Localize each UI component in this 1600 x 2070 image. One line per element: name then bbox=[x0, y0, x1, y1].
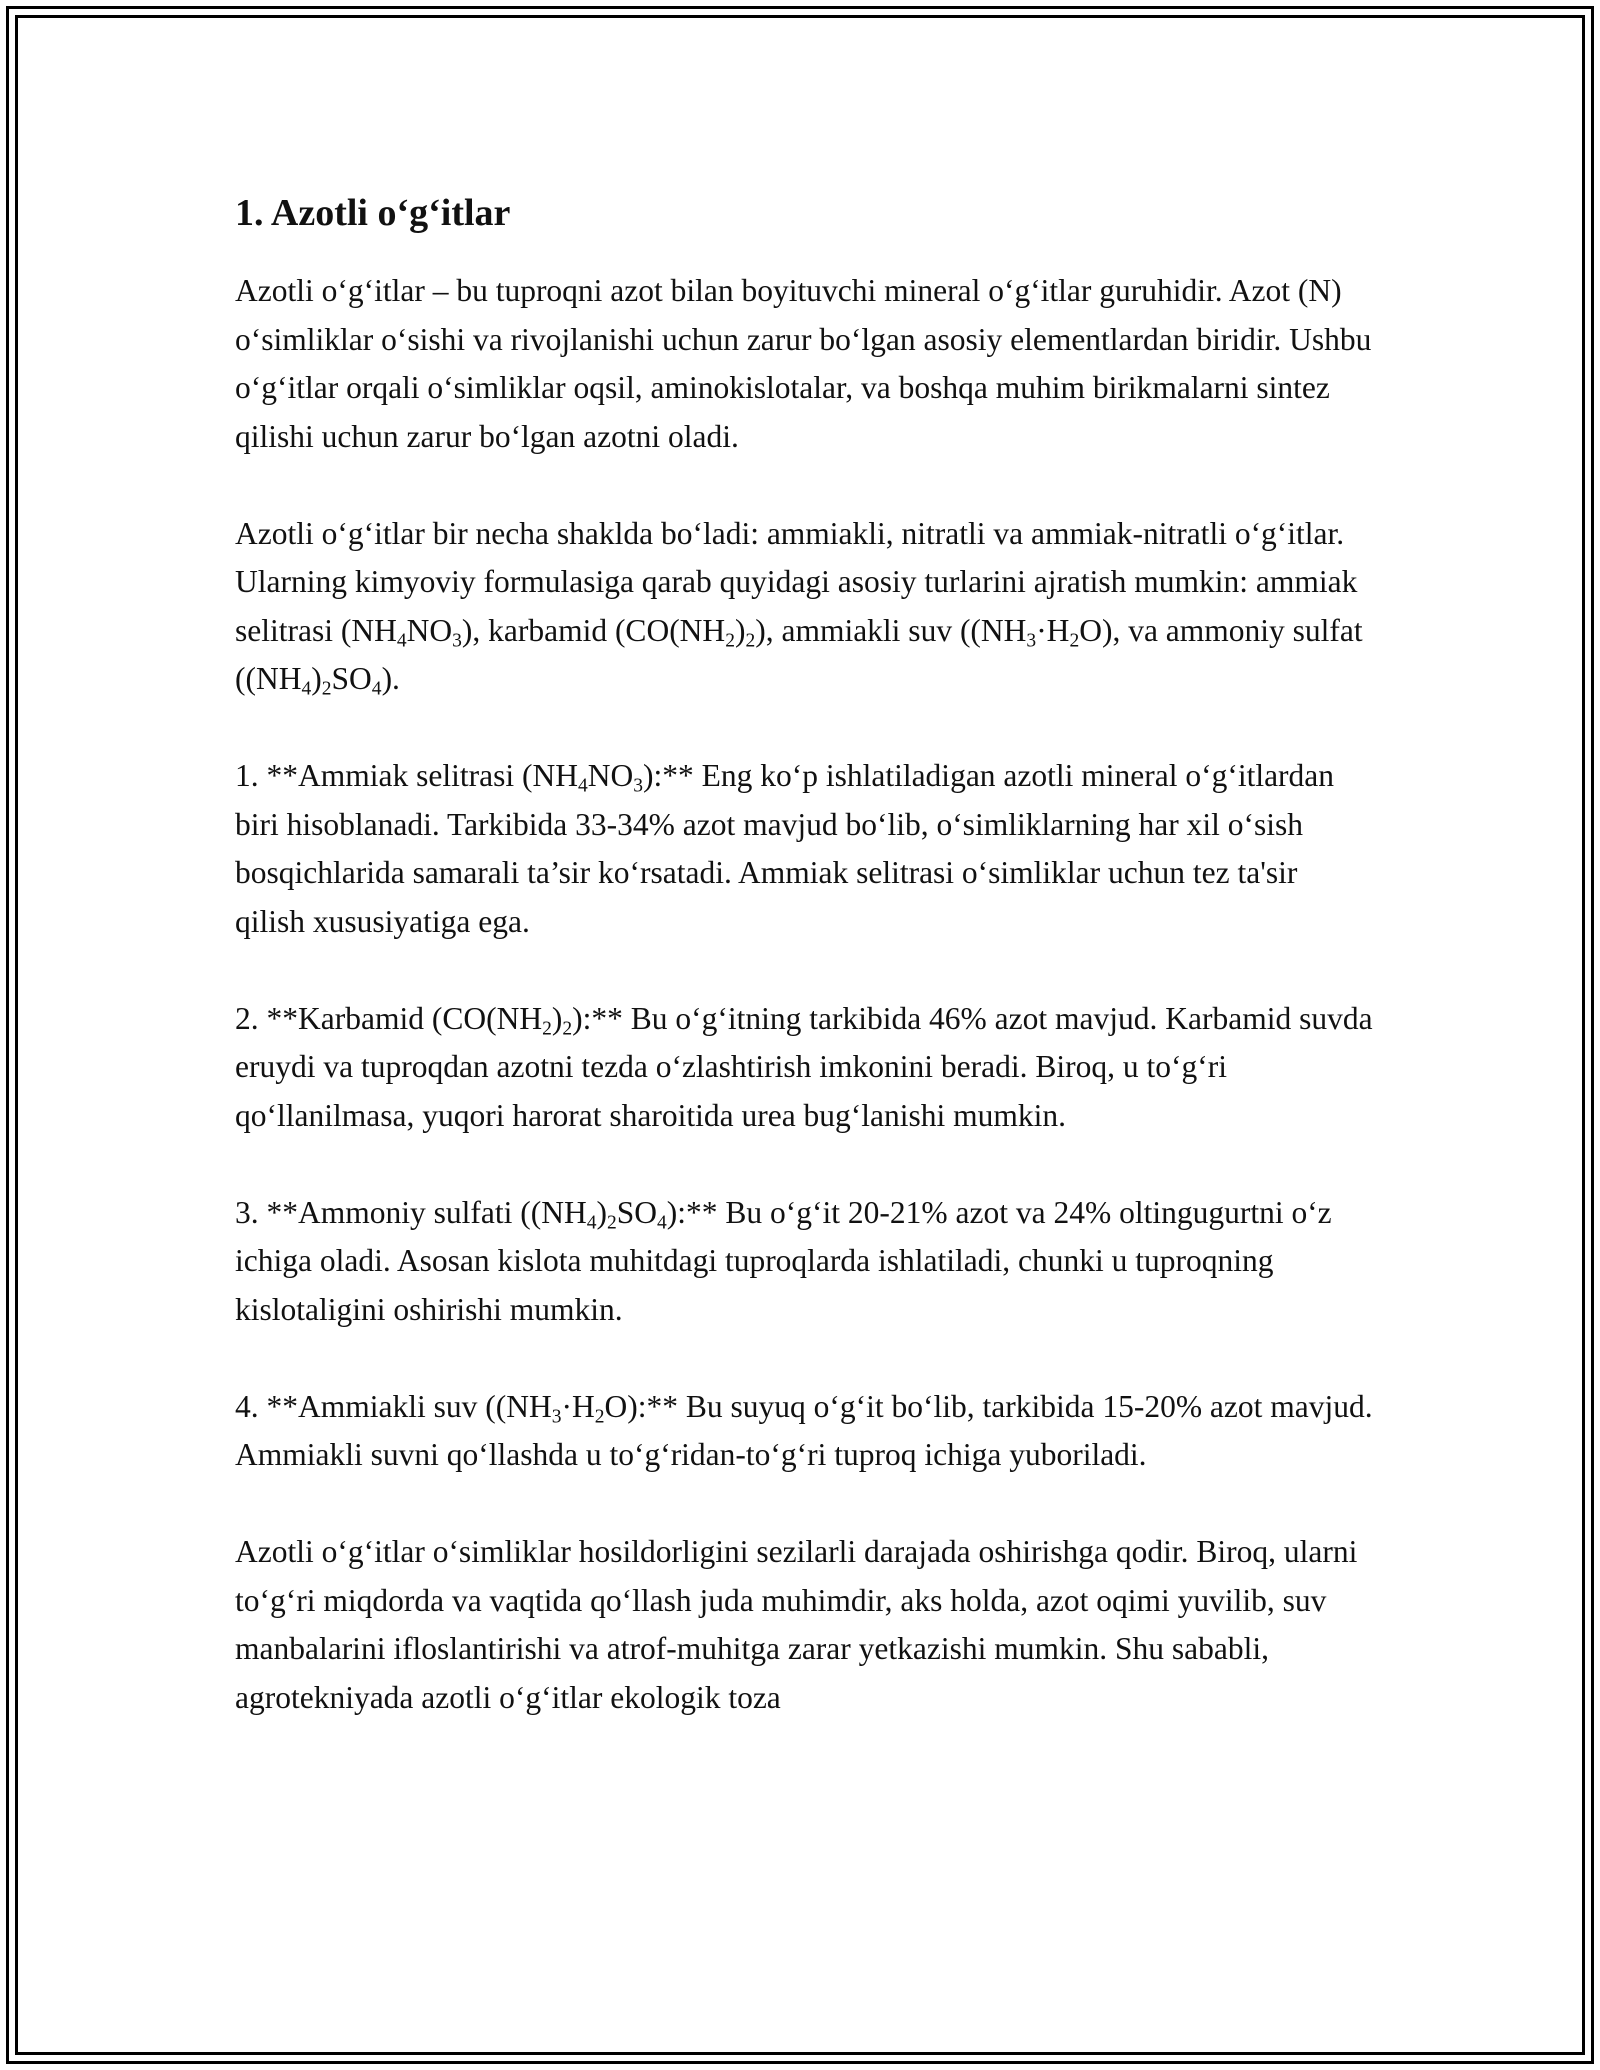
text-run: ·H bbox=[561, 1388, 595, 1424]
text-run: 4. **Ammiakli suv ((NH bbox=[235, 1388, 552, 1424]
text-run: ):** Eng ko‘p ishlatiladigan azotli mineral o‘g‘itlardan biri hisoblanadi. Tarkibida 33-34% azot mavjud bo‘lib, o‘simliklarning har xil o‘sish bosqichlarida samarali ta’sir ko‘rsatadi. Ammiak selitrasi o‘simliklar uchun tez ta'sir qilish xususiyatiga ega. bbox=[235, 758, 1335, 939]
text-run: ) bbox=[311, 661, 322, 696]
paragraph-item-4 bbox=[235, 1383, 1375, 1480]
subscript: 4 bbox=[586, 1211, 597, 1233]
text-run: NO bbox=[406, 612, 453, 648]
subscript: 3 bbox=[1026, 629, 1037, 651]
text-run: SO bbox=[331, 661, 372, 696]
subscript: 4 bbox=[371, 678, 382, 700]
subscript: 4 bbox=[301, 678, 312, 700]
text-run: ), karbamid (CO(NH bbox=[461, 612, 726, 648]
section-heading: 1. Azotli o‘g‘itlar bbox=[235, 192, 511, 234]
subscript: 3 bbox=[452, 629, 462, 651]
subscript: 2 bbox=[562, 1017, 573, 1039]
subscript: 2 bbox=[725, 629, 735, 651]
subscript: 4 bbox=[657, 1211, 667, 1233]
text-run: ) bbox=[551, 1000, 563, 1036]
text-run: SO bbox=[616, 1194, 658, 1230]
subscript: 2 bbox=[745, 629, 756, 651]
text-run: NO bbox=[587, 758, 634, 793]
text-run: O):** Bu suyuq o‘g‘it bo‘lib, tarkibida 15-20% azot mavjud. Ammiakli suvni qo‘llashda u to‘g‘ridan-to‘g‘ri tuproq ichiga yuboriladi. bbox=[235, 1388, 1373, 1472]
text-run: 2. **Karbamid (CO(NH bbox=[235, 1000, 543, 1036]
text-run: ):** Bu o‘g‘it 20-21% azot va 24% oltingugurtni o‘z ichiga oladi. Asosan kislota muhitdagi tuproqlarda ishlatiladi, chunki u tuproqning kislotaligini oshirishi mumkin. bbox=[235, 1194, 1332, 1327]
paragraph-item-3 bbox=[235, 1189, 1375, 1335]
subscript: 2 bbox=[1069, 629, 1080, 651]
paragraph-types bbox=[235, 510, 1375, 704]
document-body bbox=[235, 185, 1375, 1771]
text-run: ·H bbox=[1036, 612, 1070, 648]
subscript: 2 bbox=[606, 1211, 617, 1233]
subscript: 4 bbox=[577, 775, 588, 797]
paragraph-conclusion: Azotli o‘g‘itlar o‘simliklar hosildorligini sezilarli darajada oshirishga qodir. Biroq, ularni to‘g‘ri miqdorda va vaqtida qo‘llash juda muhimdir, aks holda, azot oqimi yuvilib, suv manbalarini ifloslantirishi va atrof-muhitga zarar yetkazishi mumkin. Shu sababli, agrotekniyada azotli o‘g‘itlar ekologik toza bbox=[235, 1534, 1358, 1715]
text-run: Azotli o‘g‘itlar bir necha shaklda bo‘ladi: ammiakli, nitratli va ammiak-nitratli o‘g‘itlar. Ularning kimyoviy formulasiga qarab quyidagi asosiy turlarini ajratish mumkin: ammiak selitrasi (NH bbox=[235, 515, 1358, 648]
text-run: ), ammiakli suv ((NH bbox=[755, 612, 1027, 648]
text-run: ) bbox=[596, 1194, 607, 1230]
paragraph-intro: Azotli o‘g‘itlar – bu tuproqni azot bilan boyituvchi mineral o‘g‘itlar guruhidir. Azot (N) o‘simliklar o‘sishi va rivojlanishi uchun zarur bo‘lgan asosiy elementlardan biridir. Ushbu o‘g‘itlar orqali o‘simliklar oqsil, aminokislotalar, va boshqa muhim birikmalarni sintez qilishi uchun zarur bo‘lgan azotni oladi. bbox=[235, 273, 1372, 454]
text-run: 3. **Ammoniy sulfati ((NH bbox=[235, 1194, 587, 1230]
text-run: O), va ammoniy sulfat ((NH bbox=[235, 612, 1363, 696]
subscript: 3 bbox=[551, 1405, 562, 1427]
text-run: ). bbox=[381, 661, 400, 696]
subscript: 4 bbox=[396, 629, 407, 651]
text-run: ) bbox=[734, 612, 746, 648]
subscript: 3 bbox=[633, 775, 643, 797]
text-run: ):** Bu o‘g‘itning tarkibida 46% azot mavjud. Karbamid suvda eruydi va tuproqdan azotni tezda o‘zlashtirish imkonini beradi. Biroq, u to‘g‘ri qo‘llanilmasa, yuqori harorat sharoitida urea bug‘lanishi mumkin. bbox=[235, 1000, 1373, 1133]
paragraph-item-1 bbox=[235, 752, 1375, 946]
paragraph-item-2 bbox=[235, 995, 1375, 1141]
subscript: 2 bbox=[594, 1405, 605, 1427]
subscript: 2 bbox=[542, 1017, 552, 1039]
subscript: 2 bbox=[321, 678, 332, 700]
text-run: 1. **Ammiak selitrasi (NH bbox=[235, 758, 578, 793]
